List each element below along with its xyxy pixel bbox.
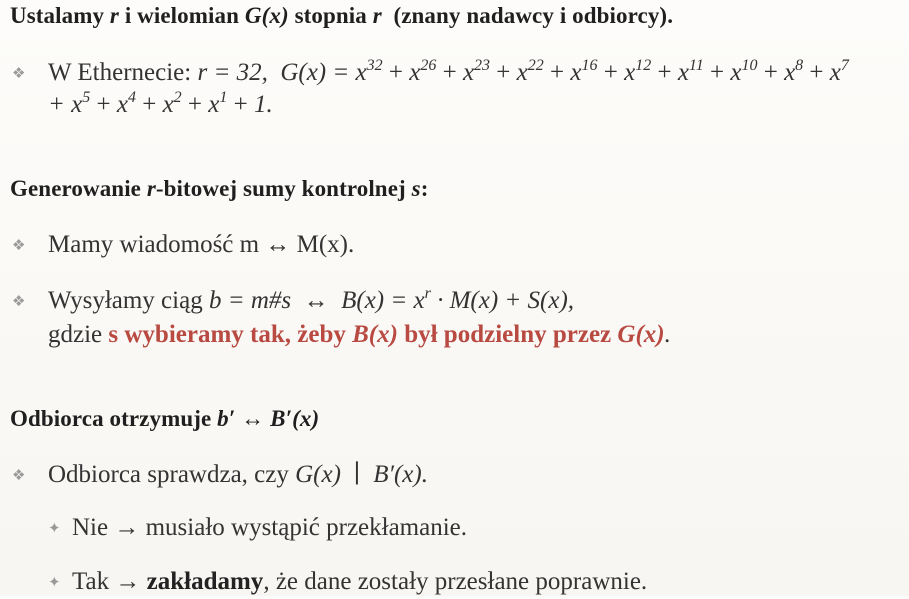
sub-bullet-text: Tak → zakładamy, że dane zostały przesłane poprawnie. <box>72 568 648 595</box>
star-bullet-icon: ✦ <box>48 573 61 591</box>
diamond-bullet-icon: ❖ <box>12 466 26 484</box>
bullet-text: Wysyłamy ciąg b = m#s ↔ $B(x) = x^r \cdot M(x) + S(x)$, <box>48 285 575 314</box>
polynomial-terms-line2: $x^5 + x^4 + x^2 + x^1$ + <box>71 89 254 118</box>
heading-checksum: Generowanie r-bitowej sumy kontrolnej s: <box>10 176 429 201</box>
polynomial-term: $x^{12}$ <box>624 57 652 86</box>
polynomial-term: $x^{32}$ <box>355 57 383 86</box>
polynomial-term: $x^{11}$ <box>677 57 704 86</box>
bullet-text: Mamy wiadomość m ↔ M(x). <box>48 231 355 258</box>
diamond-bullet-icon: ❖ <box>12 292 26 310</box>
sub-bullet-text: Nie → musiało wystąpić przekłamanie. <box>72 514 468 541</box>
polynomial-term: $x^{22}$ <box>516 57 544 86</box>
bullet-text: gdzie s wybieramy tak, żeby B(x) był podzielny przez G(x). <box>48 321 671 348</box>
bullet-text: + $x^5 + x^4 + x^2 + x^1 + 1$. <box>48 89 273 118</box>
heading-polynomial: Ustalamy r i wielomian G(x) stopnia r (znany nadawcy i odbiorcy). <box>10 3 674 28</box>
polynomial-term: $x^8$ <box>784 57 804 86</box>
polynomial-term: $x^{10}$ <box>730 57 758 86</box>
polynomial-term: $x^{26}$ <box>409 57 437 86</box>
polynomial-term: $x^1$ <box>208 89 228 118</box>
polynomial-term: $x^7$ <box>829 57 849 86</box>
polynomial-term: $x^{16}$ <box>570 57 598 86</box>
diamond-bullet-icon: ❖ <box>12 236 26 254</box>
polynomial-term: $x^5$ <box>71 89 91 118</box>
diamond-bullet-icon: ❖ <box>12 64 26 82</box>
bullet-text: W Ethernecie: r = 32, $G(x) = x^{32} + x^{26} + x^{23} + x^{22} + x^{16} + x^{12} + x^{11} + x^{10} + x^8 + x^7$ <box>48 57 849 86</box>
polynomial-term: $x^{23}$ <box>462 57 491 86</box>
polynomial-terms-line1: $x^{32} + x^{26} + x^{23} + x^{22} + x^{16} + x^{12} + x^{11} + x^{10} + x^8 + x^7$ <box>355 57 849 86</box>
heading-receiver: Odbiorca otrzymuje b′ ↔ B′(x) <box>10 406 320 431</box>
star-bullet-icon: ✦ <box>48 519 61 537</box>
bullet-text: Odbiorca sprawdza, czy G(x) ∣ B′(x). <box>48 461 428 488</box>
polynomial-term: $x^4$ <box>116 89 136 118</box>
polynomial-term: $x^2$ <box>162 89 182 118</box>
